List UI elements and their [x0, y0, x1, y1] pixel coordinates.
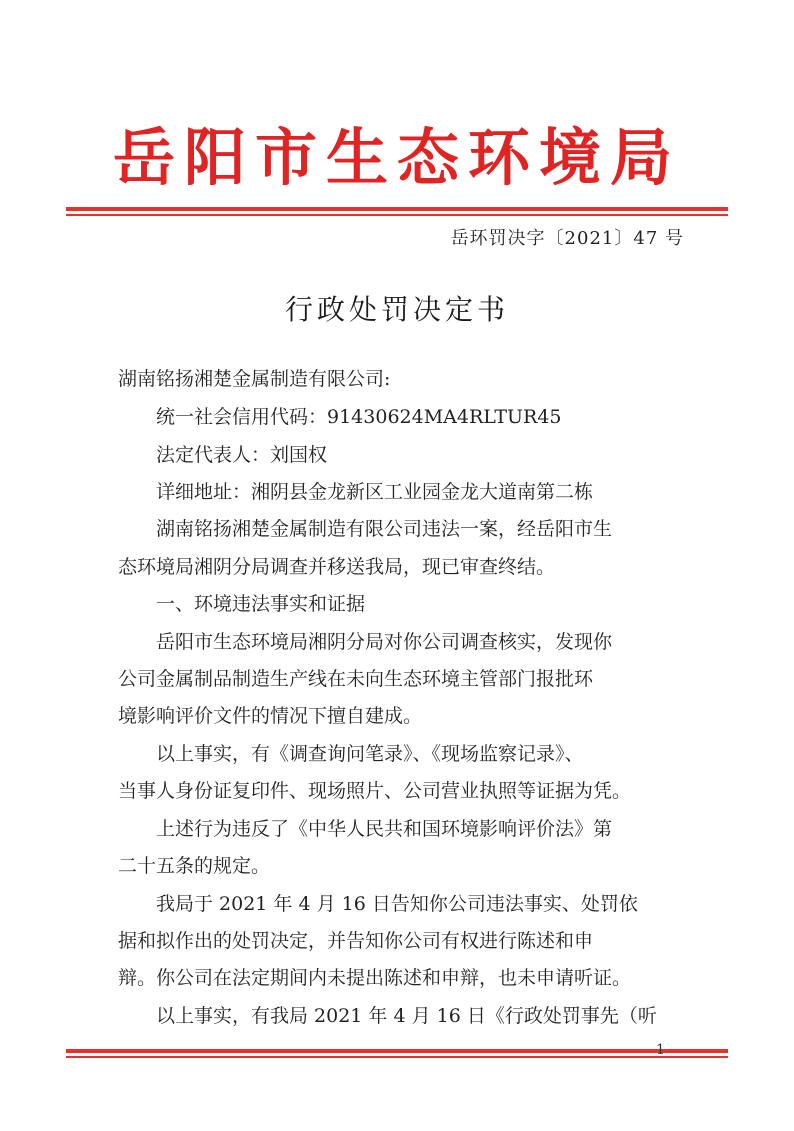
masthead-char: 局	[610, 121, 682, 194]
facts-line-3: 境影响评价文件的情况下擅自建成。	[118, 705, 423, 727]
masthead-char: 态	[397, 121, 469, 194]
notice-line-3: 辩。你公司在法定期间内未提出陈述和申辩，也未申请听证。	[118, 967, 632, 989]
address-line: 详细地址：湘阴县金龙新区工业园金龙大道南第二栋	[156, 481, 594, 503]
document-number: 岳环罚决字〔2021〕47 号	[450, 228, 684, 249]
masthead-char: 环	[468, 121, 540, 194]
notice-line-1: 我局于 2021 年 4 月 16 日告知你公司违法事实、处罚依	[156, 893, 638, 915]
footer-red-rule-thin	[66, 1056, 728, 1058]
header-red-rule-thin	[66, 214, 728, 216]
intro-line-2: 态环境局湘阴分局调查并移送我局，现已审查终结。	[118, 556, 556, 578]
addressee: 湖南铭扬湘楚金属制造有限公司:	[118, 368, 391, 390]
credit-code-line: 统一社会信用代码：91430624MA4RLTUR45	[156, 406, 562, 428]
violation-line-2: 二十五条的规定。	[118, 855, 271, 877]
notice-line-2: 据和拟作出的处罚决定，并告知你公司有权进行陈述和申	[118, 930, 594, 952]
masthead-char: 境	[539, 121, 611, 194]
footer-red-rule-thick	[66, 1049, 728, 1053]
header-red-rule-thick	[66, 207, 728, 211]
masthead-char: 市	[254, 121, 326, 194]
facts-line-2: 公司金属制品制造生产线在未向生态环境主管部门报批环	[118, 668, 594, 690]
masthead-char: 岳	[112, 121, 184, 194]
last-line-1: 以上事实，有我局 2021 年 4 月 16 日《行政处罚事先（听	[156, 1005, 657, 1027]
document-title: 行政处罚决定书	[284, 293, 509, 326]
evidence-line-1: 以上事实，有《调查询问笔录》、《现场监察记录》、	[156, 743, 584, 765]
masthead-char: 生	[325, 121, 397, 194]
facts-line-1: 岳阳市生态环境局湘阴分局对你公司调查核实，发现你	[156, 631, 613, 653]
evidence-line-2: 当事人身份证复印件、现场照片、公司营业执照等证据为凭。	[118, 780, 632, 802]
violation-line-1: 上述行为违反了《中华人民共和国环境影响评价法》第	[156, 818, 613, 840]
section-heading: 一、环境违法事实和证据	[156, 593, 366, 615]
intro-line-1: 湖南铭扬湘楚金属制造有限公司违法一案，经岳阳市生	[156, 518, 613, 540]
legal-rep-line: 法定代表人：刘国权	[156, 444, 328, 466]
page-number: 1	[656, 1042, 665, 1058]
issuer-masthead	[60, 118, 734, 198]
masthead-char: 阳	[183, 121, 255, 194]
